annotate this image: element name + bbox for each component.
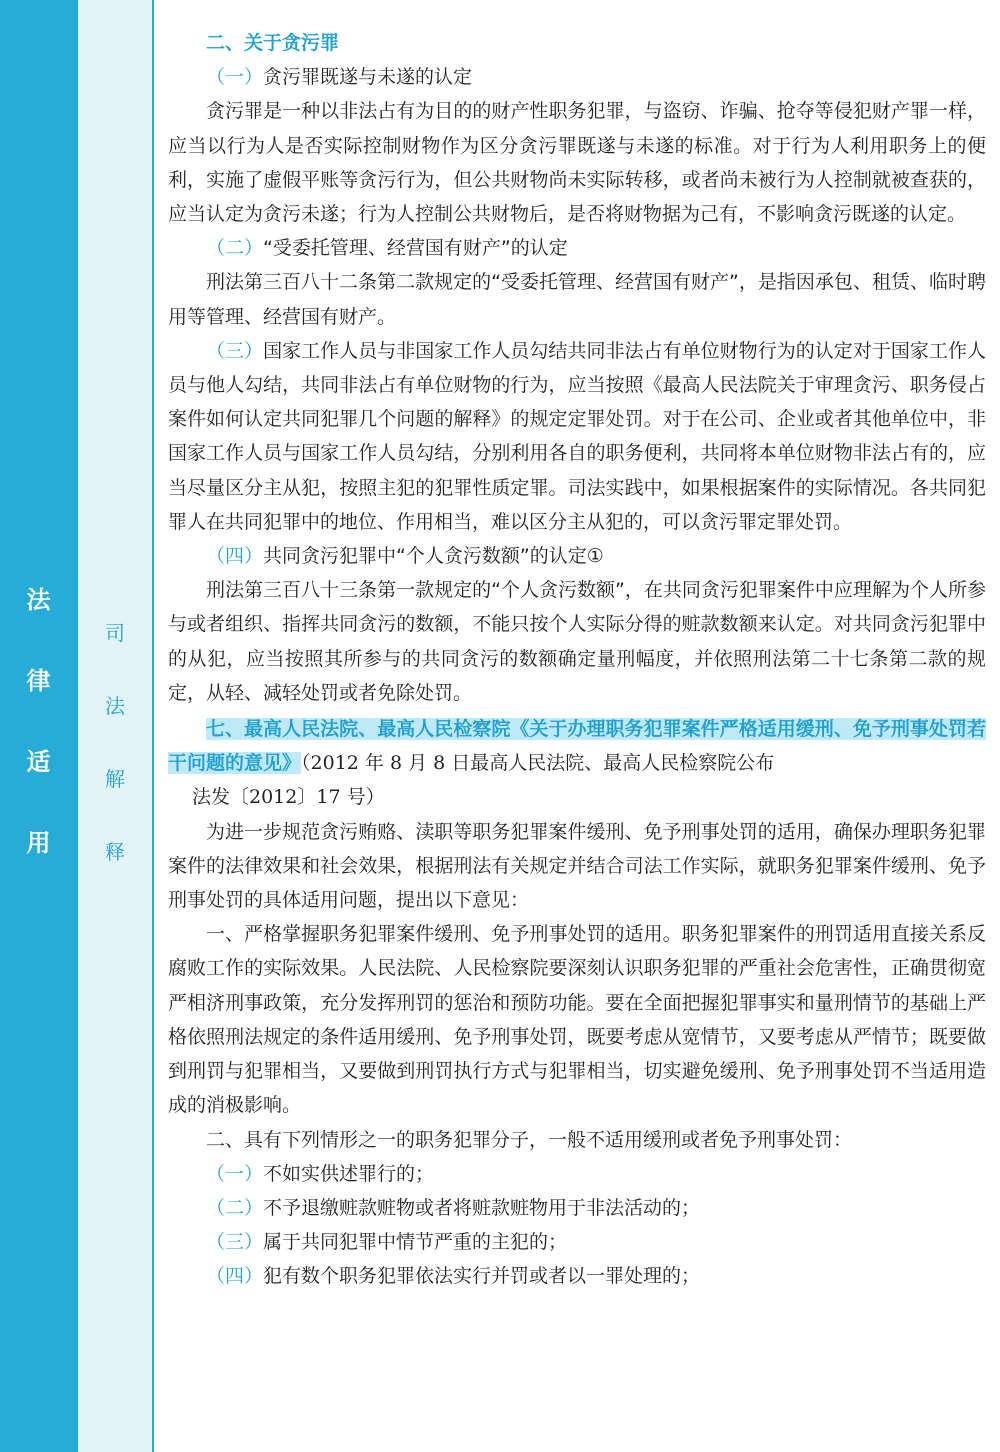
sidebar-inner-char: 解 [105, 767, 125, 791]
item-number: （二） [206, 1196, 264, 1219]
list-item-text: 属于共同犯罪中情节严重的主犯的； [263, 1231, 568, 1254]
section-heading: 二、关于贪污罪 [206, 32, 340, 54]
item-number: （一） [206, 1162, 264, 1185]
item-number: （四） [206, 545, 264, 568]
list-item-text: 不予退缴赃款赃物或者将赃款赃物用于非法活动的； [263, 1196, 701, 1219]
sidebar-inner [78, 0, 152, 1452]
paragraph: 一、严格掌握职务犯罪案件缓刑、免予刑事处罚的适用。职务犯罪案件的刑罚适用直接关系反腐败工作的实际效果。人民法院、人民检察院要深刻认识职务犯罪的严重社会危害性，正确贯彻宽严相济刑事政策，充分发挥刑罚的惩治和预防功能。要在全面把握犯罪事实和量刑情节的基础上严格依照刑法规定的条件适用缓刑、免予刑事处罚，既要考虑从宽情节，又要考虑从严情节；既要做到刑罚与犯罪相当，又要做到刑罚执行方式与犯罪相当，切实避免缓刑、免予刑事处罚不当适用造成的消极影响。 [168, 923, 986, 1117]
subheading-text: 共同贪污犯罪中“个人贪污数额”的认定① [263, 545, 604, 568]
document-number: 法发〔2012〕17 号） [192, 786, 385, 809]
list-item [168, 1157, 986, 1191]
subheading [168, 60, 986, 94]
list-item [168, 1191, 986, 1225]
source-note: （2012 年 8 月 8 日最高人民法院、最高人民检察院公布 [301, 752, 775, 775]
sidebar-inner-label [78, 597, 152, 889]
subheading [168, 231, 986, 265]
paragraph-text: 对于国家工作人员与他人勾结，共同非法占有单位财物的行为，应当按照《最高人民法院关于审理贪污、职务侵占案件如何认定共同犯罪几个问题的解释》的规定定罪处罚。对于在公司、企业或者其他单位中，非国家工作人员与国家工作人员勾结，分别利用各自的职务便利，共同将本单位财物非法占有的，应当尽量区分主从犯，按照主犯的犯罪性质定罪。司法实践中，如果根据案件的实际情况。各共同犯罪人在共同犯罪中的地位、作用相当，难以区分主从犯的，可以贪污罪定罪处罚。 [168, 339, 986, 533]
document-title [168, 712, 986, 780]
sidebar-outer [0, 0, 77, 1452]
item-number: （三） [206, 1231, 264, 1254]
sidebar-outer-char: 律 [26, 667, 51, 695]
list-item [168, 1225, 986, 1259]
subheading-text: “受委托管理、经营国有财产”的认定 [263, 237, 568, 260]
paragraph: 刑法第三百八十三条第一款规定的“个人贪污数额”，在共同贪污犯罪案件中应理解为个人所参与或者组织、指挥共同贪污的数额，不能只按个人实际分得的赃款数额来认定。对共同贪污犯罪中的从犯，应当按照其所参与的共同贪污的数额确定量刑幅度，并依照刑法第二十七条第二款的规定，从轻、减轻处罚或者免除处罚。 [168, 579, 986, 704]
item-number: （四） [206, 1265, 264, 1288]
paragraph: 为进一步规范贪污贿赂、渎职等职务犯罪案件缓刑、免予刑事处罚的适用，确保办理职务犯罪案件的法律效果和社会效果，根据刑法有关规定并结合司法工作实际，就职务犯罪案件缓刑、免予刑事处罚的具体适用问题，提出以下意见： [168, 820, 986, 912]
highlighted-title: 七、最高人民法院、最高人民检察院《关于办理职务犯罪案件严格适用缓刑、免予刑事处罚若干问题的意见》 [168, 718, 986, 775]
item-number: （二） [206, 237, 264, 260]
item-number: （三） [206, 339, 264, 362]
paragraph: 二、具有下列情形之一的职务犯罪分子，一般不适用缓刑或者免予刑事处罚： [206, 1128, 853, 1151]
sidebar-inner-char: 法 [105, 694, 125, 718]
sidebar-outer-label [0, 560, 77, 884]
page-content [168, 26, 986, 1294]
sidebar-inner-char: 释 [105, 840, 125, 864]
list-item-text: 不如实供述罪行的； [263, 1162, 435, 1185]
sidebar-outer-char: 用 [26, 829, 51, 857]
paragraph: 刑法第三百八十二条第二款规定的“受委托管理、经营国有财产”，是指因承包、租赁、临时聘用等管理、经营国有财产。 [168, 271, 986, 328]
list-item-text: 犯有数个职务犯罪依法实行并罚或者以一罪处理的； [263, 1265, 701, 1288]
list-item [168, 1259, 986, 1293]
subheading [168, 539, 986, 573]
subheading-text: 国家工作人员与非国家工作人员勾结共同非法占有单位财物行为的认定 [263, 339, 853, 362]
subheading [168, 334, 986, 539]
sidebar-outer-char: 适 [26, 748, 51, 776]
divider-rule [152, 0, 154, 1452]
item-number: （一） [206, 66, 264, 89]
paragraph: 贪污罪是一种以非法占有为目的的财产性职务犯罪，与盗窃、诈骗、抢夺等侵犯财产罪一样，应当以行为人是否实际控制财物作为区分贪污罪既遂与未遂的标准。对于行为人利用职务上的便利，实施了虚假平账等贪污行为，但公共财物尚未实际转移，或者尚未被行为人控制就被查获的，应当认定为贪污未遂；行为人控制公共财物后，是否将财物据为己有，不影响贪污既遂的认定。 [168, 100, 986, 226]
sidebar-inner-char: 司 [105, 621, 125, 645]
subheading-text: 贪污罪既遂与未遂的认定 [263, 66, 473, 89]
sidebar-outer-char: 法 [26, 586, 51, 614]
